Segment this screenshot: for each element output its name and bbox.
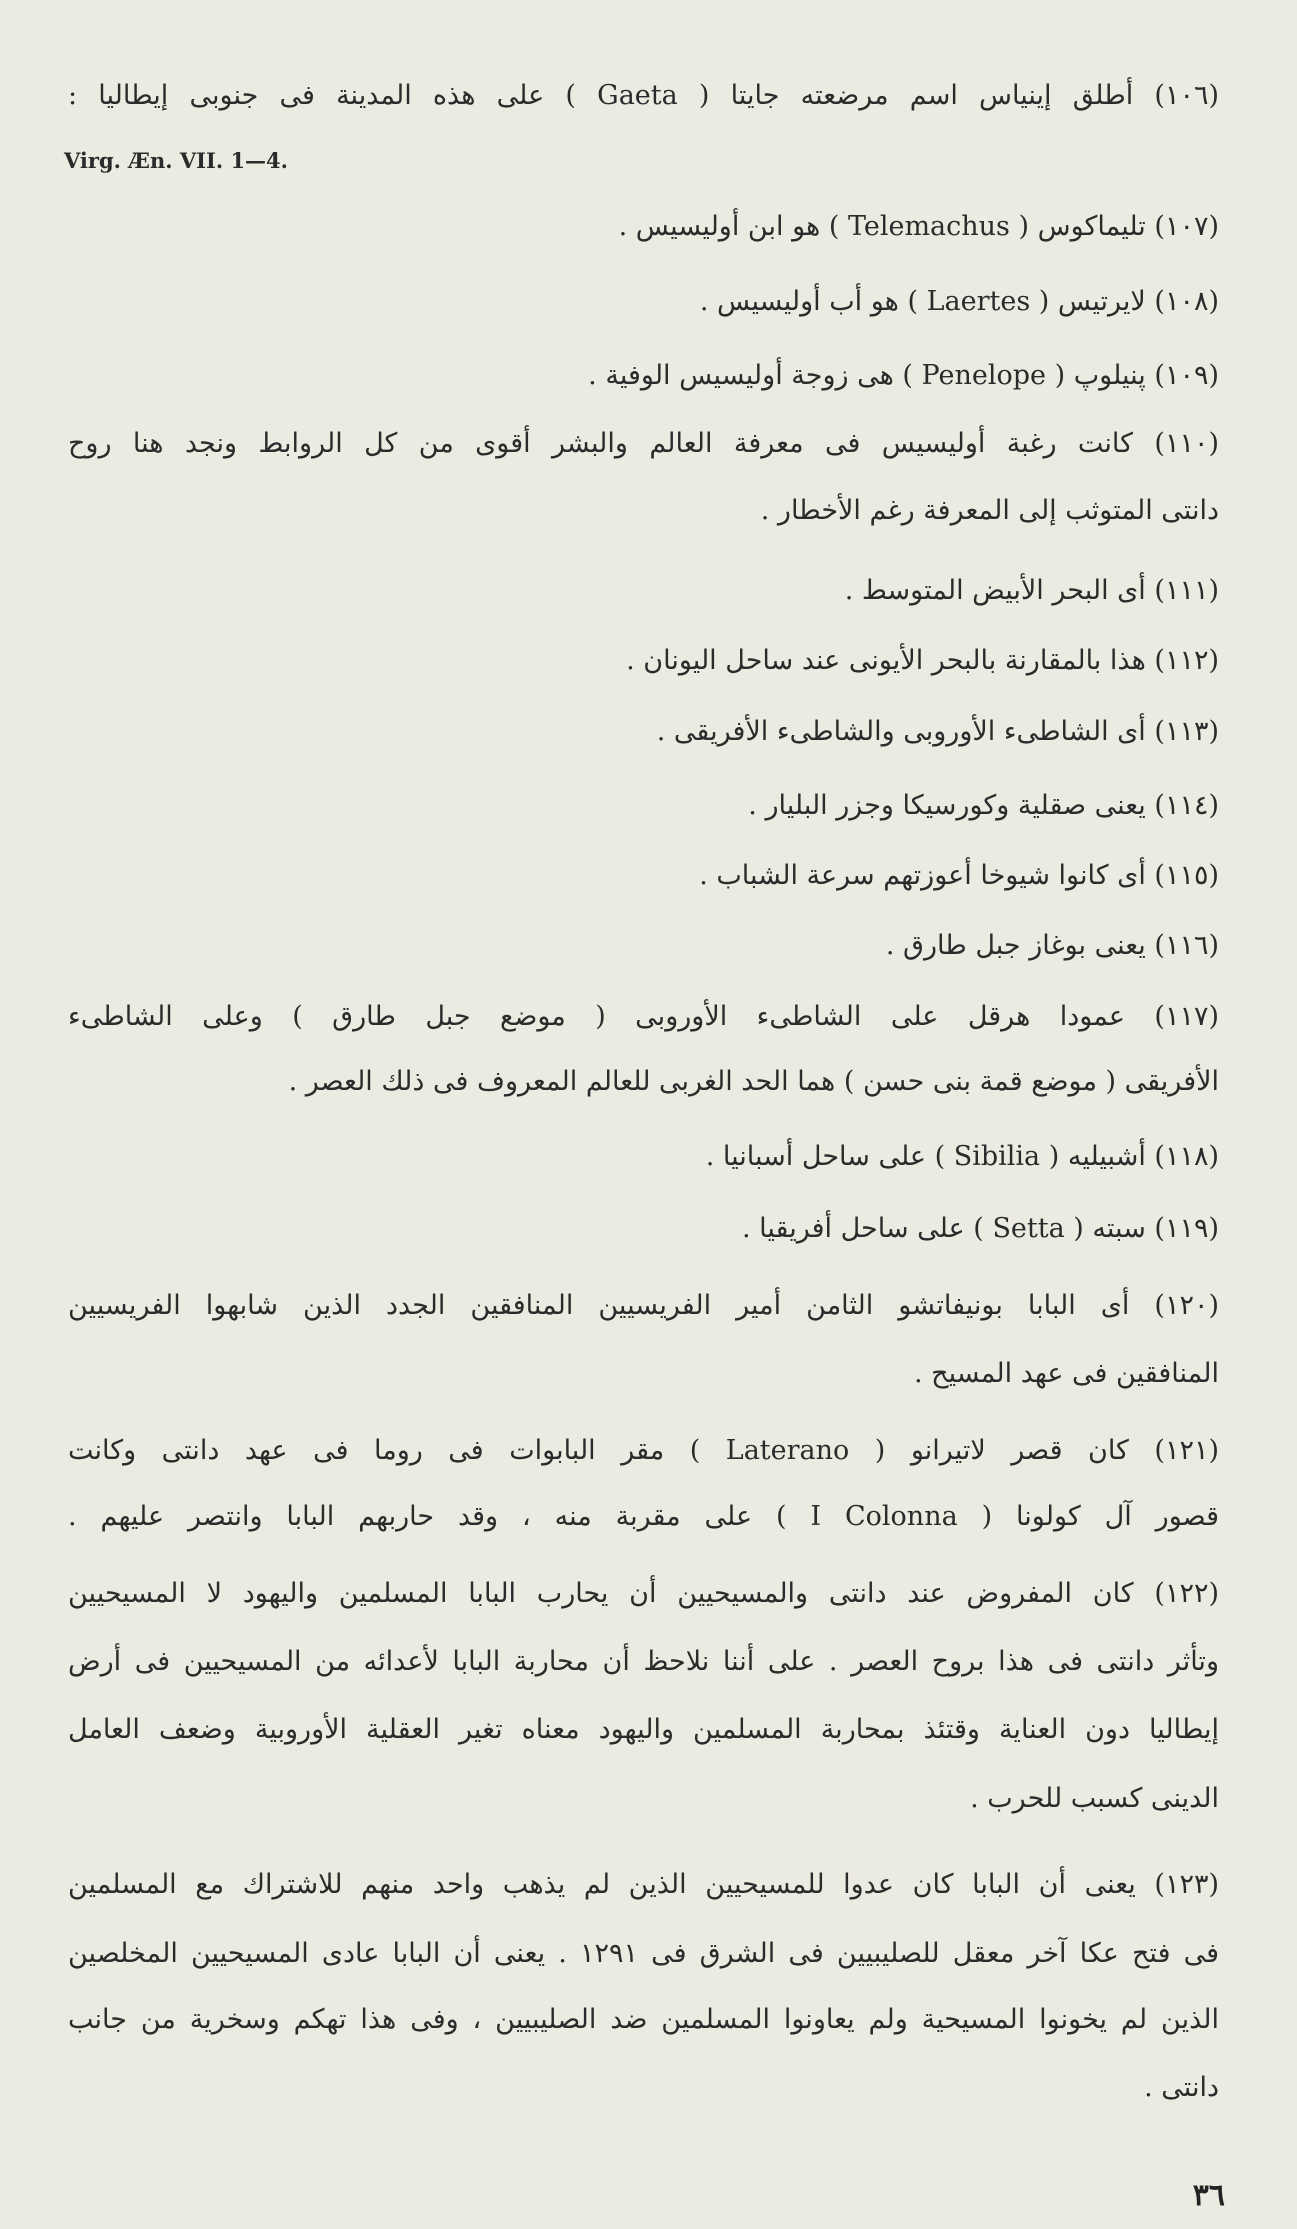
note-123-line-4: دانتى .	[1144, 2072, 1219, 2103]
note-120-line-1: (١٢٠) أى البابا بونيفاتشو الثامن أمير الفريسيين المنافقين الجدد الذين شابهوا الفريسيين	[68, 1290, 1219, 1321]
note-118-line-1: (١١٨) أشبيليه ( Sibilia ) على ساحل أسبانيا .	[705, 1141, 1219, 1172]
note-122-line-2: وتأثر دانتى فى هذا بروح العصر . على أننا نلاحظ أن محاربة البابا لأعدائه من المسيحيين فى أرض	[68, 1646, 1219, 1677]
note-121-line-2: قصور آل كولونا ( I Colonna ) على مقربة منه ، وقد حاربهم البابا وانتصر عليهم .	[68, 1501, 1219, 1532]
note-106-line-1: (١٠٦) أطلق إينياس اسم مرضعته جايتا ( Gaeta ) على هذه المدينة فى جنوبى إيطاليا :	[68, 80, 1219, 111]
note-122-line-1: (١٢٢) كان المفروض عند دانتى والمسيحيين أن يحارب البابا المسلمين واليهود لا المسيحيين	[68, 1578, 1219, 1609]
note-123-line-2: فى فتح عكا آخر معقل للصليبيين فى الشرق فى ١٢٩١ . يعنى أن البابا عادى المسيحيين المخلصين	[68, 1938, 1220, 1969]
note-113-line-1: (١١٣) أى الشاطىء الأوروبى والشاطىء الأفريقى .	[656, 716, 1219, 747]
note-111-line-1: (١١١) أى البحر الأبيض المتوسط .	[844, 575, 1219, 606]
note-114-line-1: (١١٤) يعنى صقلية وكورسيكا وجزر البليار .	[748, 790, 1219, 821]
note-115-line-1: (١١٥) أى كانوا شيوخا أعوزتهم سرعة الشباب .	[699, 860, 1219, 891]
note-123-line-1: (١٢٣) يعنى أن البابا كان عدوا للمسيحيين الذين لم يذهب واحد منهم للاشتراك مع المسلمين	[68, 1869, 1219, 1900]
note-122-line-4: الدينى كسبب للحرب .	[970, 1783, 1219, 1814]
note-109-line-1: (١٠٩) پنيلوپ ( Penelope ) هى زوجة أوليسيس الوفية .	[588, 360, 1219, 391]
note-106-reference: Virg. Æn. VII. 1—4.	[64, 148, 288, 173]
note-112-line-1: (١١٢) هذا بالمقارنة بالبحر الأيونى عند ساحل اليونان .	[626, 645, 1219, 676]
note-119-line-1: (١١٩) سبته ( Setta ) على ساحل أفريقيا .	[742, 1213, 1219, 1244]
note-107-line-1: (١٠٧) تليماكوس ( Telemachus ) هو ابن أوليسيس .	[618, 211, 1219, 242]
note-117-line-2: الأفريقى ( موضع قمة بنى حسن ) هما الحد الغربى للعالم المعروف فى ذلك العصر .	[288, 1066, 1219, 1097]
note-110-line-2: دانتى المتوثب إلى المعرفة رغم الأخطار .	[760, 495, 1219, 526]
page-number: ٣٦	[1192, 2178, 1225, 2213]
note-122-line-3: إيطاليا دون العناية وقتئذ بمحاربة المسلمين واليهود معناه تغير العقلية الأوروبية وضعف العامل	[68, 1714, 1219, 1745]
note-121-line-1: (١٢١) كان قصر لاتيرانو ( Laterano ) مقر البابوات فى روما فى عهد دانتى وكانت	[68, 1435, 1219, 1466]
note-120-line-2: المنافقين فى عهد المسيح .	[913, 1358, 1219, 1389]
note-116-line-1: (١١٦) يعنى بوغاز جبل طارق .	[885, 930, 1219, 961]
note-108-line-1: (١٠٨) لايرتيس ( Laertes ) هو أب أوليسيس .	[699, 286, 1219, 317]
note-110-line-1: (١١٠) كانت رغبة أوليسيس فى معرفة العالم والبشر أقوى من كل الروابط ونجد هنا روح	[68, 428, 1219, 459]
note-123-line-3: الذين لم يخونوا المسيحية ولم يعاونوا المسلمين ضد الصليبيين ، وفى هذا تهكم وسخرية من جانب	[68, 2004, 1219, 2035]
note-117-line-1: (١١٧) عمودا هرقل على الشاطىء الأوروبى ( موضع جبل طارق ) وعلى الشاطىء	[68, 1001, 1219, 1032]
